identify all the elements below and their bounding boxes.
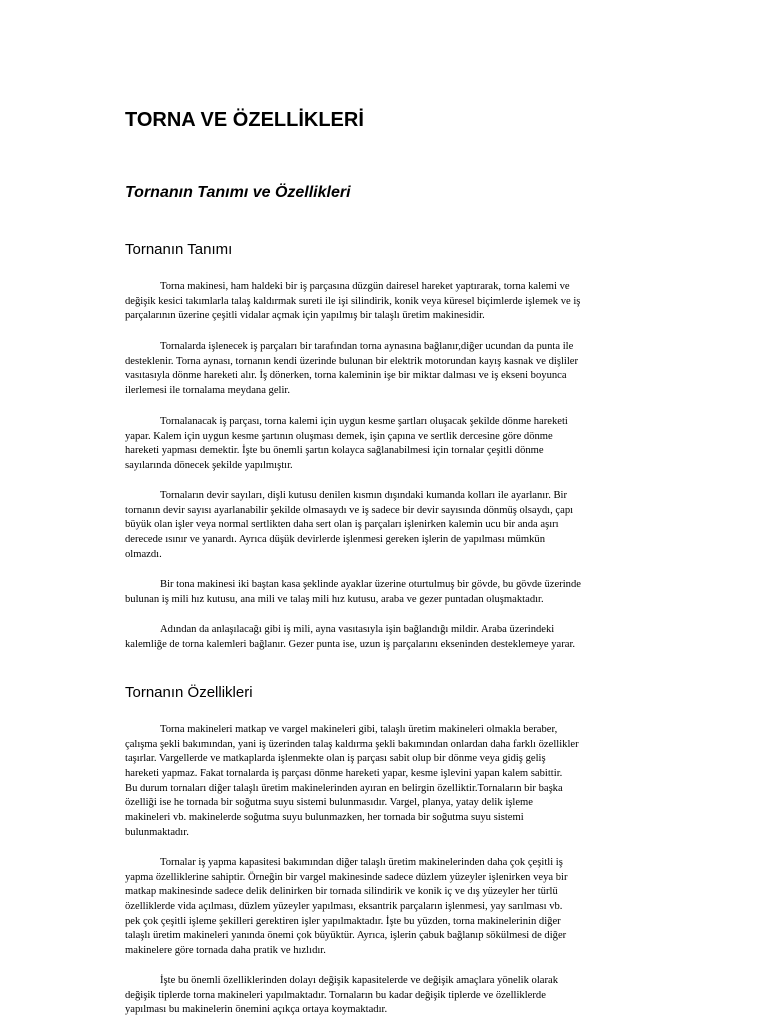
paragraph-line: desteklenir. Torna aynası, tornanın kendi üzerinde bulunan bir elektrik motorundan kayış kasnak ve dişliler (125, 355, 579, 367)
paragraph (125, 974, 665, 1018)
paragraph-line: Tornaların devir sayıları, dişli kutusu denilen kısmın dışındaki kumanda kolları ile ayarlanır. Bir (160, 490, 568, 501)
paragraph-line: taşırlar. Vargellerde ve matkaplarda işlenmekte olan iş parçası sabit olup bir dönme veya gidiş geliş (125, 753, 546, 765)
section-heading-tanimi: Tornanın Tanımı (125, 241, 233, 258)
paragraph-line: parçalarının üzerine çeşitli vidalar açmak için yapılmış bir talaşlı üretim makinesidir. (125, 310, 485, 322)
paragraph-line: vasıtasıyla dönme hareketi alır. İş dönerken, torna kaleminin işe bir miktar dalması ve iş ekseni boyunca (125, 370, 567, 382)
paragraph-line: değişik kesici takımlarla talaş kaldırmak sureti ile işi silindirik, konik veya küresel biçimlerde işlemek ve iş (125, 295, 581, 307)
paragraph (125, 623, 665, 652)
paragraph-line: İşte bu önemli özelliklerinden dolayı değişik kapasitelerde ve değişik amaçlara yönelik olarak (160, 975, 559, 986)
paragraph-line: bulunmaktadır. (125, 826, 189, 838)
paragraph-line: makinelere göre tornada daha pratik ve hızlıdır. (125, 945, 326, 957)
paragraph-line: yapma özelliklerine sahiptir. Örneğin bir vargel makinesinde sadece düzlem yüzeyler işlenirken veya bir (125, 871, 568, 883)
paragraph (125, 578, 665, 607)
document-title: TORNA VE ÖZELLİKLERİ (125, 109, 364, 131)
paragraph-line: değişik tiplerde torna makineleri yapılmaktadır. Tornaların bu kadar değişik tiplerde ve özelliklerde (125, 989, 546, 1001)
paragraph-line: özelliği ise he tornada bir soğutma suyu sistemi bulunmasıdır. Vargel, planya, yatay delik işleme (125, 797, 533, 809)
document-subtitle: Tornanın Tanımı ve Özellikleri (125, 184, 351, 201)
paragraph-line: özelliklerde vida açılması, düzlem yüzeyler yapılması, eksantrik parçaların işlenmesi, yay sarılması vb. (125, 901, 563, 913)
paragraph-line: hareketi yapmaz. Fakat tornalarda iş parçası dönme hareketi yapar, kesme işlevini yapan kalem sabittir. (125, 768, 563, 780)
paragraph-line: ilerlemesi ile tornalama meydana gelir. (125, 385, 291, 397)
paragraph-line: Tornalar iş yapma kapasitesi bakımından diğer talaşlı üretim makinelerinden daha çok çeşitli iş (160, 857, 563, 868)
paragraph-line: kalemliğe de torna kalemleri bağlanır. Gezer punta ise, uzun iş parçalarını ekseninden desteklemeye yarar. (125, 638, 576, 650)
paragraph (125, 489, 665, 562)
paragraph-line: yapılması bu makinelerin önemini açıkça ortaya koymaktadır. (125, 1004, 388, 1016)
paragraph (125, 340, 665, 399)
paragraph (125, 415, 665, 474)
paragraph-line: Torna makineleri matkap ve vargel makineleri gibi, talaşlı üretim makineleri olmakla beraber, (160, 724, 558, 735)
paragraph-line: sayılarında dönecek şekilde yapılmıştır. (125, 460, 293, 472)
paragraph-line: talaşlı üretim makineleri yanında önemi çok büyüktür. Ayrıca, işlerin çabuk bağlanıp sökülmesi de diğer (125, 930, 567, 942)
paragraph (125, 723, 665, 841)
paragraph-line: yapar. Kalem için uygun kesme şartının oluşması demek, işin çapına ve sertlik dercesine göre dönme (125, 430, 553, 442)
paragraph-line: makineleri vb. makinelerde soğutma suyu bulunmazken, her tornada bir soğutma suyu sistemi (125, 812, 524, 824)
paragraph-line: Bu durum tornaları diğer talaşlı üretim makinelerinden ayıran en belirgin özelliktir.Tornaların bir başka (125, 782, 563, 794)
paragraph-line: derecede ısınır ve yanardı. Ayrıca düşük devirlerde işlenmesi gereken işlerin de yapılması mümkün (125, 534, 545, 546)
paragraph-line: tornanın devir sayısı ayarlanabilir şekilde olmasaydı ve iş sadece bir devir sayısında dönmüş olsaydı, çapı (125, 504, 574, 516)
paragraph-line: Adından da anlaşılacağı gibi iş mili, ayna vasıtasıyla işin bağlandığı mildir. Araba üzerindeki (160, 624, 555, 635)
paragraph-line: büyük olan işler veya normal sertlikten daha sert olan iş parçaları işlenirken kalemin ucu bir anda aşırı (125, 519, 559, 531)
paragraph-line: hareketi yapması demektir. İşte bu önemli şartın kolayca sağlanabilmesi için tornalar çeşitli dönme (125, 445, 544, 457)
paragraph (125, 856, 665, 959)
section-heading-ozellikleri: Tornanın Özellikleri (125, 684, 253, 701)
paragraph-line: matkap makinesinde sadece delik delinirken bir tornada silindirik ve konik iç ve dış yüzeyler her türlü (125, 886, 558, 898)
paragraph-line: Torna makinesi, ham haldeki bir iş parçasına düzgün dairesel hareket yaptırarak, torna kalemi ve (160, 281, 570, 292)
paragraph-line: Tornalanacak iş parçası, torna kalemi için uygun kesme şartları oluşacak şekilde dönme hareketi (160, 416, 568, 427)
paragraph-line: Bir tona makinesi iki baştan kasa şeklinde ayaklar üzerine oturtulmuş bir gövde, bu gövde üzerinde (160, 579, 581, 590)
paragraph-line: çalışma şekli bakımından, yani iş üzerinden talaş kaldırma şekli bakımından onlardan daha farklı özellikler (125, 738, 579, 750)
paragraph-line: Tornalarda işlenecek iş parçaları bir tarafından torna aynasına bağlanır,diğer ucundan da punta ile (160, 341, 574, 352)
paragraph (125, 280, 665, 324)
paragraph-line: bulunan iş mili hız kutusu, ana mili ve talaş mili hız kutusu, araba ve gezer puntadan oluşmaktadır. (125, 593, 544, 605)
paragraph-line: pek çok çeşitli işleme şekilleri gerektiren işler yapılmaktadır. İşte bu yüzden, torna makinelerinin diğer (125, 915, 561, 927)
paragraph-line: olmazdı. (125, 548, 162, 560)
